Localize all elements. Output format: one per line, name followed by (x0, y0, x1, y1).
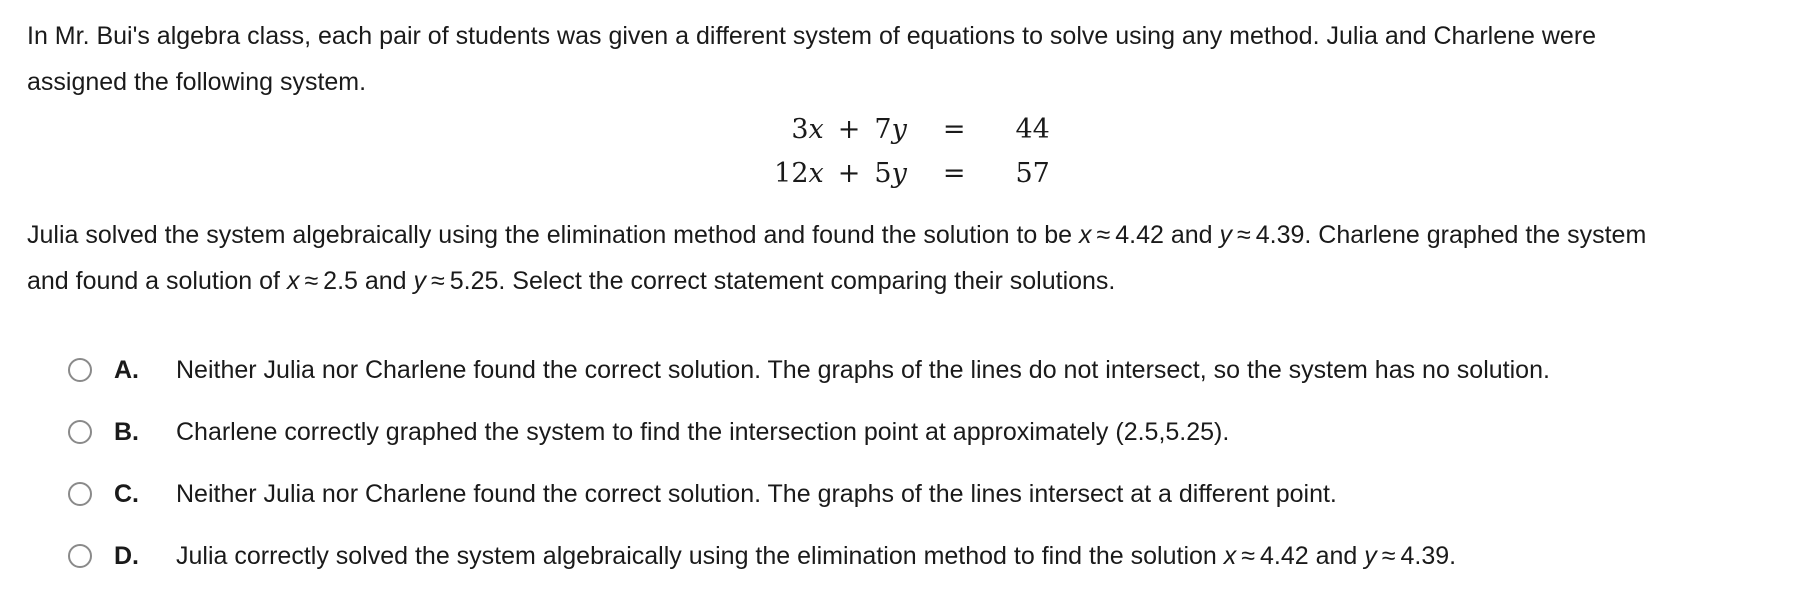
equation-2-equals: = (942, 158, 966, 189)
radio-button-c[interactable] (68, 482, 92, 506)
radio-button-d[interactable] (68, 544, 92, 568)
equation-1-lhs: 3x + 7y (791, 114, 907, 145)
question-container (27, 0, 1797, 304)
question-intro (27, 0, 1797, 105)
choice-a[interactable] (27, 339, 1787, 401)
answer-choices (27, 339, 1787, 587)
solutions-line-1: Julia solved the system algebraically using the elimination method and found the solution to be x ≈ 4.42 and y ≈ 4.39. Charlene graphed the system (27, 221, 1647, 249)
choice-d-letter: D. (114, 541, 139, 570)
solutions-line-2: and found a solution of x ≈ 2.5 and y ≈ 5.25. Select the correct statement comparing their solutions. (27, 267, 1116, 295)
solutions-paragraph (27, 212, 1797, 304)
choice-b-letter: B. (114, 417, 139, 446)
equation-2-lhs: 12x + 5y (774, 158, 907, 189)
choice-d[interactable] (27, 525, 1787, 587)
radio-button-b[interactable] (68, 420, 92, 444)
choice-a-letter: A. (114, 355, 139, 384)
equation-system (27, 108, 1797, 196)
equation-1-rhs: 44 (1015, 114, 1050, 145)
choice-c-text: Neither Julia nor Charlene found the correct solution. The graphs of the lines intersect at a different point. (176, 479, 1337, 508)
choice-c[interactable] (27, 463, 1787, 525)
radio-button-a[interactable] (68, 358, 92, 382)
choice-a-text: Neither Julia nor Charlene found the correct solution. The graphs of the lines do not intersect, so the system has no solution. (176, 355, 1550, 384)
choice-d-text: Julia correctly solved the system algebraically using the elimination method to find the solution x ≈ 4.42 and y ≈ 4.39. (176, 541, 1457, 570)
choice-b[interactable] (27, 401, 1787, 463)
equation-2-rhs: 57 (1015, 158, 1050, 189)
choice-b-text: Charlene correctly graphed the system to find the intersection point at approximately (2.5,5.25). (176, 417, 1230, 446)
intro-line-2: assigned the following system. (27, 68, 367, 96)
equation-1-equals: = (942, 114, 966, 145)
choice-c-letter: C. (114, 479, 139, 508)
intro-line-1: In Mr. Bui's algebra class, each pair of students was given a different system of equations to solve using any method. Julia and Charlene were (27, 22, 1597, 50)
